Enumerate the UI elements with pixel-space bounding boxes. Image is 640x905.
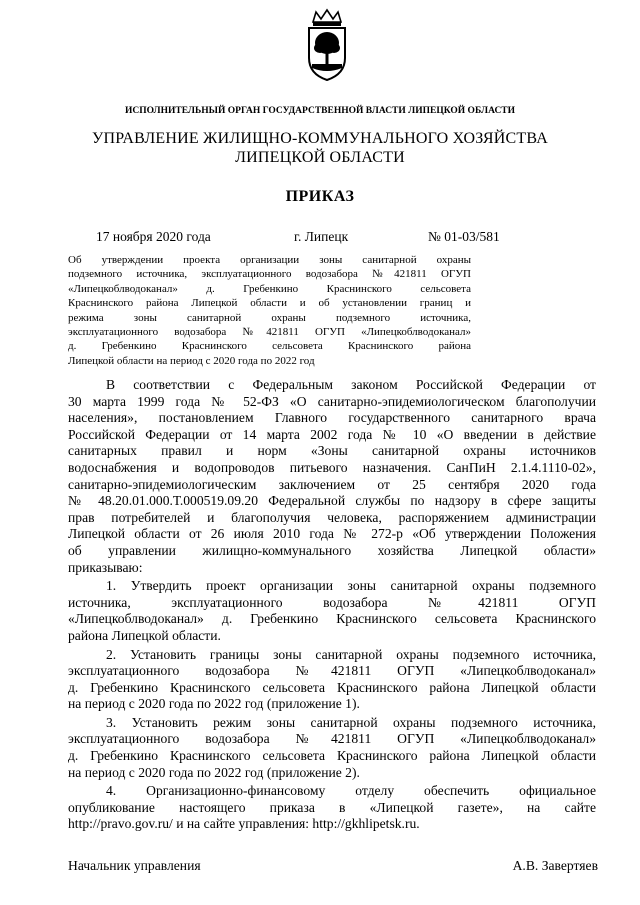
body-line: д. Гребенкино Краснинского сельсовета Краснинского района Липецкой области <box>68 679 596 695</box>
body-line: 1. Утвердить проект организации зоны санитарной охраны подземного <box>106 578 596 594</box>
body-line: населения», постановлением Главного государственного санитарного врача <box>68 410 596 426</box>
body-line: района Липецкой области. <box>68 627 221 643</box>
document-number: № 01-03/581 <box>428 229 500 244</box>
body-line: на период с 2020 года по 2022 год (приложение 2). <box>68 764 360 780</box>
body-line: водоснабжения и водопроводов питьевого назначения. СанПиН 2.1.4.1110-02», <box>68 459 596 475</box>
document-body <box>68 377 596 833</box>
body-line: эксплуатационного водозабора №421811 ОГУП «Липецкоблводоканал» <box>68 663 596 679</box>
order-item-4 <box>68 783 596 833</box>
body-line: В соответствии с Федеральным законом Российской Федерации от <box>106 377 596 392</box>
document-city: г. Липецк <box>294 229 349 244</box>
body-line: д. Гребенкино Краснинского сельсовета Краснинского района Липецкой области <box>68 748 596 764</box>
body-line: 2. Установить границы зоны санитарной охраны подземного источника, <box>106 646 596 662</box>
department-line: ЛИПЕЦКОЙ ОБЛАСТИ <box>235 149 405 166</box>
body-line: Российской Федерации от 14 марта 2002 года № 10 «О введении в действие <box>68 426 596 442</box>
body-line: об управлении жилищно-коммунального хозяйства Липецкой области» <box>68 542 596 558</box>
document-subject <box>68 253 471 368</box>
signatory-name: А.В. Завертяев <box>512 858 598 873</box>
body-line: приказываю: <box>68 559 143 575</box>
body-line: санитарно-эпидемиологическим заключением от 25 сентября 2020 года <box>68 476 596 492</box>
body-line: 4. Организационно-финансовому отделу обеспечить официальное <box>106 783 596 799</box>
coat-of-arms-icon <box>300 8 354 82</box>
body-line: эксплуатационного водозабора №421811 ОГУП «Липецкоблводоканал» <box>68 731 596 747</box>
body-line: на период с 2020 года по 2022 год (приложение 1). <box>68 696 360 712</box>
body-line: опубликование настоящего приказа в «Липецкой газете», на сайте <box>68 799 596 815</box>
subject-line: д. Гребенкино Краснинского сельсовета Краснинского района <box>68 340 471 353</box>
subject-line: Липецкой области на период с 2020 года по 2022 год <box>68 354 315 367</box>
authority-name: ИСПОЛНИТЕЛЬНЫЙ ОРГАН ГОСУДАРСТВЕННОЙ ВЛАСТИ ЛИПЕЦКОЙ ОБЛАСТИ <box>124 106 516 116</box>
document-type: ПРИКАЗ <box>285 188 355 205</box>
signatory-title: Начальник управления <box>68 858 201 873</box>
preamble <box>68 377 596 576</box>
body-line: 3. Установить режим зоны санитарной охраны подземного источника, <box>106 714 596 730</box>
body-line: «Липецкоблводоканал» д. Гребенкино Краснинского сельсовета Краснинского <box>68 611 596 627</box>
subject-line: режима зоны санитарной охраны подземного источника, <box>68 311 471 324</box>
document-date: 17 ноября 2020 года <box>96 229 211 244</box>
body-line: санитарных правил и норм «Зоны санитарной охраны источников <box>68 443 596 459</box>
body-line: 30 марта 1999 года № 52-ФЗ «О санитарно-эпидемиологическом благополучии <box>68 393 596 409</box>
department-line: УПРАВЛЕНИЕ ЖИЛИЩНО-КОММУНАЛЬНОГО ХОЗЯЙСТВА <box>91 130 548 147</box>
order-item-1 <box>68 578 596 644</box>
subject-line: «Липецкоблводоканал» д. Гребенкино Краснинского сельсовета <box>68 282 471 295</box>
body-line: http://pravo.gov.ru/ и на сайте управления: http://gkhlipetsk.ru. <box>68 816 420 832</box>
subject-line: подземного источника, эксплуатационного водозабора №421811 ОГУП <box>68 268 471 281</box>
subject-line: Краснинского района Липецкой области и об установлении границ и <box>68 297 471 310</box>
body-line: № 48.20.01.000.Т.000519.09.20 Федеральной службы по надзору в сфере защиты <box>68 493 596 509</box>
body-line: прав потребителей и благополучия человека, распоряжением администрации <box>68 509 596 525</box>
order-item-3 <box>68 715 596 781</box>
subject-line: Об утверждении проекта организации зоны санитарной охраны <box>68 254 471 266</box>
body-line: источника, эксплуатационного водозабора №421811 ОГУП <box>68 594 596 610</box>
department-name <box>0 129 640 167</box>
order-item-2 <box>68 647 596 713</box>
subject-line: эксплуатационного водозабора №421811 ОГУП «Липецкоблводоканал» <box>68 326 471 339</box>
body-line: Липецкой области от 26 июля 2010 года № 272-р «Об утверждении Положения <box>68 526 596 542</box>
